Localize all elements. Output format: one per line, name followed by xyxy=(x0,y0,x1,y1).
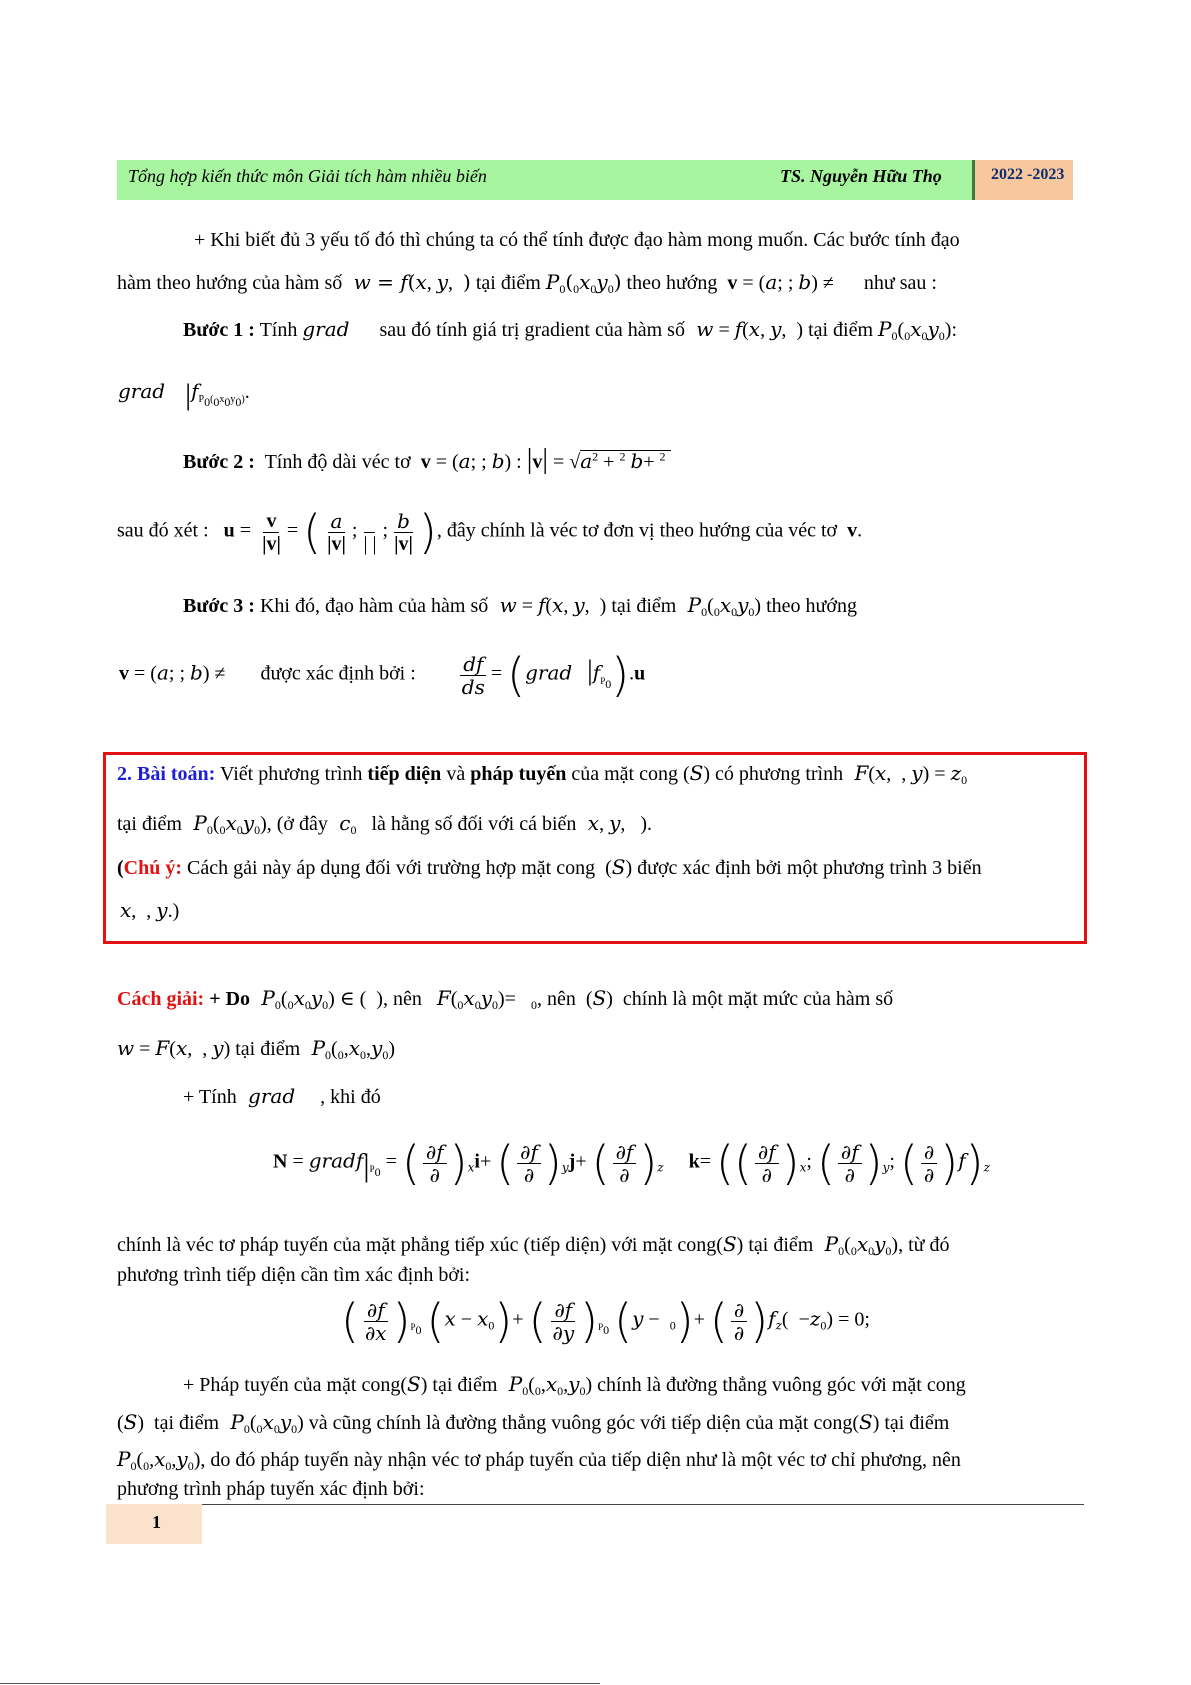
step-3: Bước 3 : Khi đó, đạo hàm của hàm số w = f(x, y, ) tại điểm $P_0(_0x_0y_0)$ theo hướng xyxy=(183,593,857,619)
unit-vector-line: sau đó xét : u = $\frac{v}{|v|}$ = ( $\frac{a}{|v|}$ ; | | ; $\frac{b}{|v|}$ ), đây chính là véc tơ đơn vị theo hướng của véc tơ v. xyxy=(117,505,863,559)
problem-note: (Chú ý: Cách gải này áp dụng đối với trường hợp mặt cong (S) được xác định bởi một phương trình 3 biến xyxy=(117,855,982,879)
step-1: Bước 1 : Tính grad sau đó tính giá trị gradient của hàm số w = f(x, y, ) tại điểm $P_0(_0x_0y_0)$: xyxy=(183,317,957,343)
solution-grad: + Tính grad , khi đó xyxy=(183,1084,381,1108)
formula-grad: grad $|f_{P_0(_0x_0y_0)}$. xyxy=(118,378,250,411)
step-2: Bước 2 : Tính độ dài véc tơ v = (a; ; b) : $|v| = √a^2 + ^2$ b+ $^2$ xyxy=(183,444,671,476)
normal-line-1: + Pháp tuyến của mặt cong(S) tại điểm $P_0(_0,x_0,y_0)$ chính là đường thẳng vuông góc với mặt cong xyxy=(183,1372,966,1398)
header-author: TS. Nguyễn Hữu Thọ xyxy=(780,166,942,186)
page-number: 1 xyxy=(152,1512,161,1532)
page-number-box xyxy=(106,1504,202,1544)
problem-note-vars: x, , y.) xyxy=(120,898,180,922)
paragraph-line: hàm theo hướng của hàm số w = f(x, y, ) tại điểm $P_0(_0x_0y_0)$ theo hướng v = (a; ; b) ≠ như sau : xyxy=(117,270,937,296)
tangent-intro: phương trình tiếp diện cần tìm xác định bởi: xyxy=(117,1264,471,1286)
tangent-plane-equation: ( $\frac{\partial f}{\partial x}$ )$_{P_0}$ $(x - x_0)+$ ( $\frac{\partial f}{\partial y}$ )$_{P_0}$ (y − $_0$)+ ( $\frac{\partial}{\partial}$ )$f_z( -z_0) = 0$; xyxy=(341,1294,870,1348)
header-year: 2022 -2023 xyxy=(991,166,1065,183)
problem-line-2: tại điểm $P_0(_0x_0y_0)$, (ở đây $c_0$ là hằng số đối với cá biến x, y, ). xyxy=(117,811,653,837)
header-title: Tổng hợp kiến thức môn Giải tích hàm nhiều biến xyxy=(128,166,487,186)
normal-line-2: (S) tại điểm $P_0(_0x_0y_0)$ và cũng chính là đường thẳng vuông góc với tiếp diện của mặt cong(S) tại điểm xyxy=(117,1410,950,1436)
step-3-formula: v = (a; ; b) ≠ được xác định bởi : $\frac{df}{ds}$ = (grad $|f_{P_0}).u$ xyxy=(119,648,646,702)
normal-line-3: $P_0(_0,x_0,y_0)$, do đó pháp tuyến này nhận véc tơ pháp tuyến của tiếp diện như là một véc tơ chỉ phương, nên xyxy=(117,1447,961,1473)
solution-line-1: Cách giải: + Do $P_0(_0x_0y_0)$ ∈ ( ), nên $F(_0x_0y_0)= _0$, nên (S) chính là một mặt mức của hàm số xyxy=(117,986,894,1012)
solution-line-2: w = F(x, , y) tại điểm $P_0(_0,x_0,y_0)$ xyxy=(117,1036,395,1062)
normal-vector-formula: $N = gradf|_{P_0}$ = ( $\frac{\partial f}{\partial}$ )$_xi+$ ( $\frac{\partial f}{\partial}$ )$_yj+$ ( $\frac{\partial f}{\partial}$ )$_z$ k= (( $\frac{\partial f}{\partial}$ )$_x$; ( $\frac{\partial f}{\partial}$ )$_y$; ( $\frac{\partial}{\partial}$ )$f)_z$ xyxy=(273,1136,990,1190)
solution-normal-text: chính là véc tơ pháp tuyến của mặt phẳng tiếp xúc (tiếp diện) với mặt cong(S) tại điểm $P_0(_0x_0y_0)$, từ đó xyxy=(117,1232,950,1258)
footer-rule xyxy=(202,1504,1084,1505)
normal-line-4: phương trình pháp tuyến xác định bởi: xyxy=(117,1478,425,1500)
paragraph-line: + Khi biết đủ 3 yếu tố đó thì chúng ta có thể tính được đạo hàm mong muốn. Các bước tính đạo xyxy=(194,229,960,251)
problem-line-1: 2. Bài toán: Viết phương trình tiếp diện và pháp tuyến của mặt cong (S) có phương trình F(x, , $y) = z_0$ xyxy=(117,761,968,787)
bottom-divider xyxy=(0,1683,600,1684)
